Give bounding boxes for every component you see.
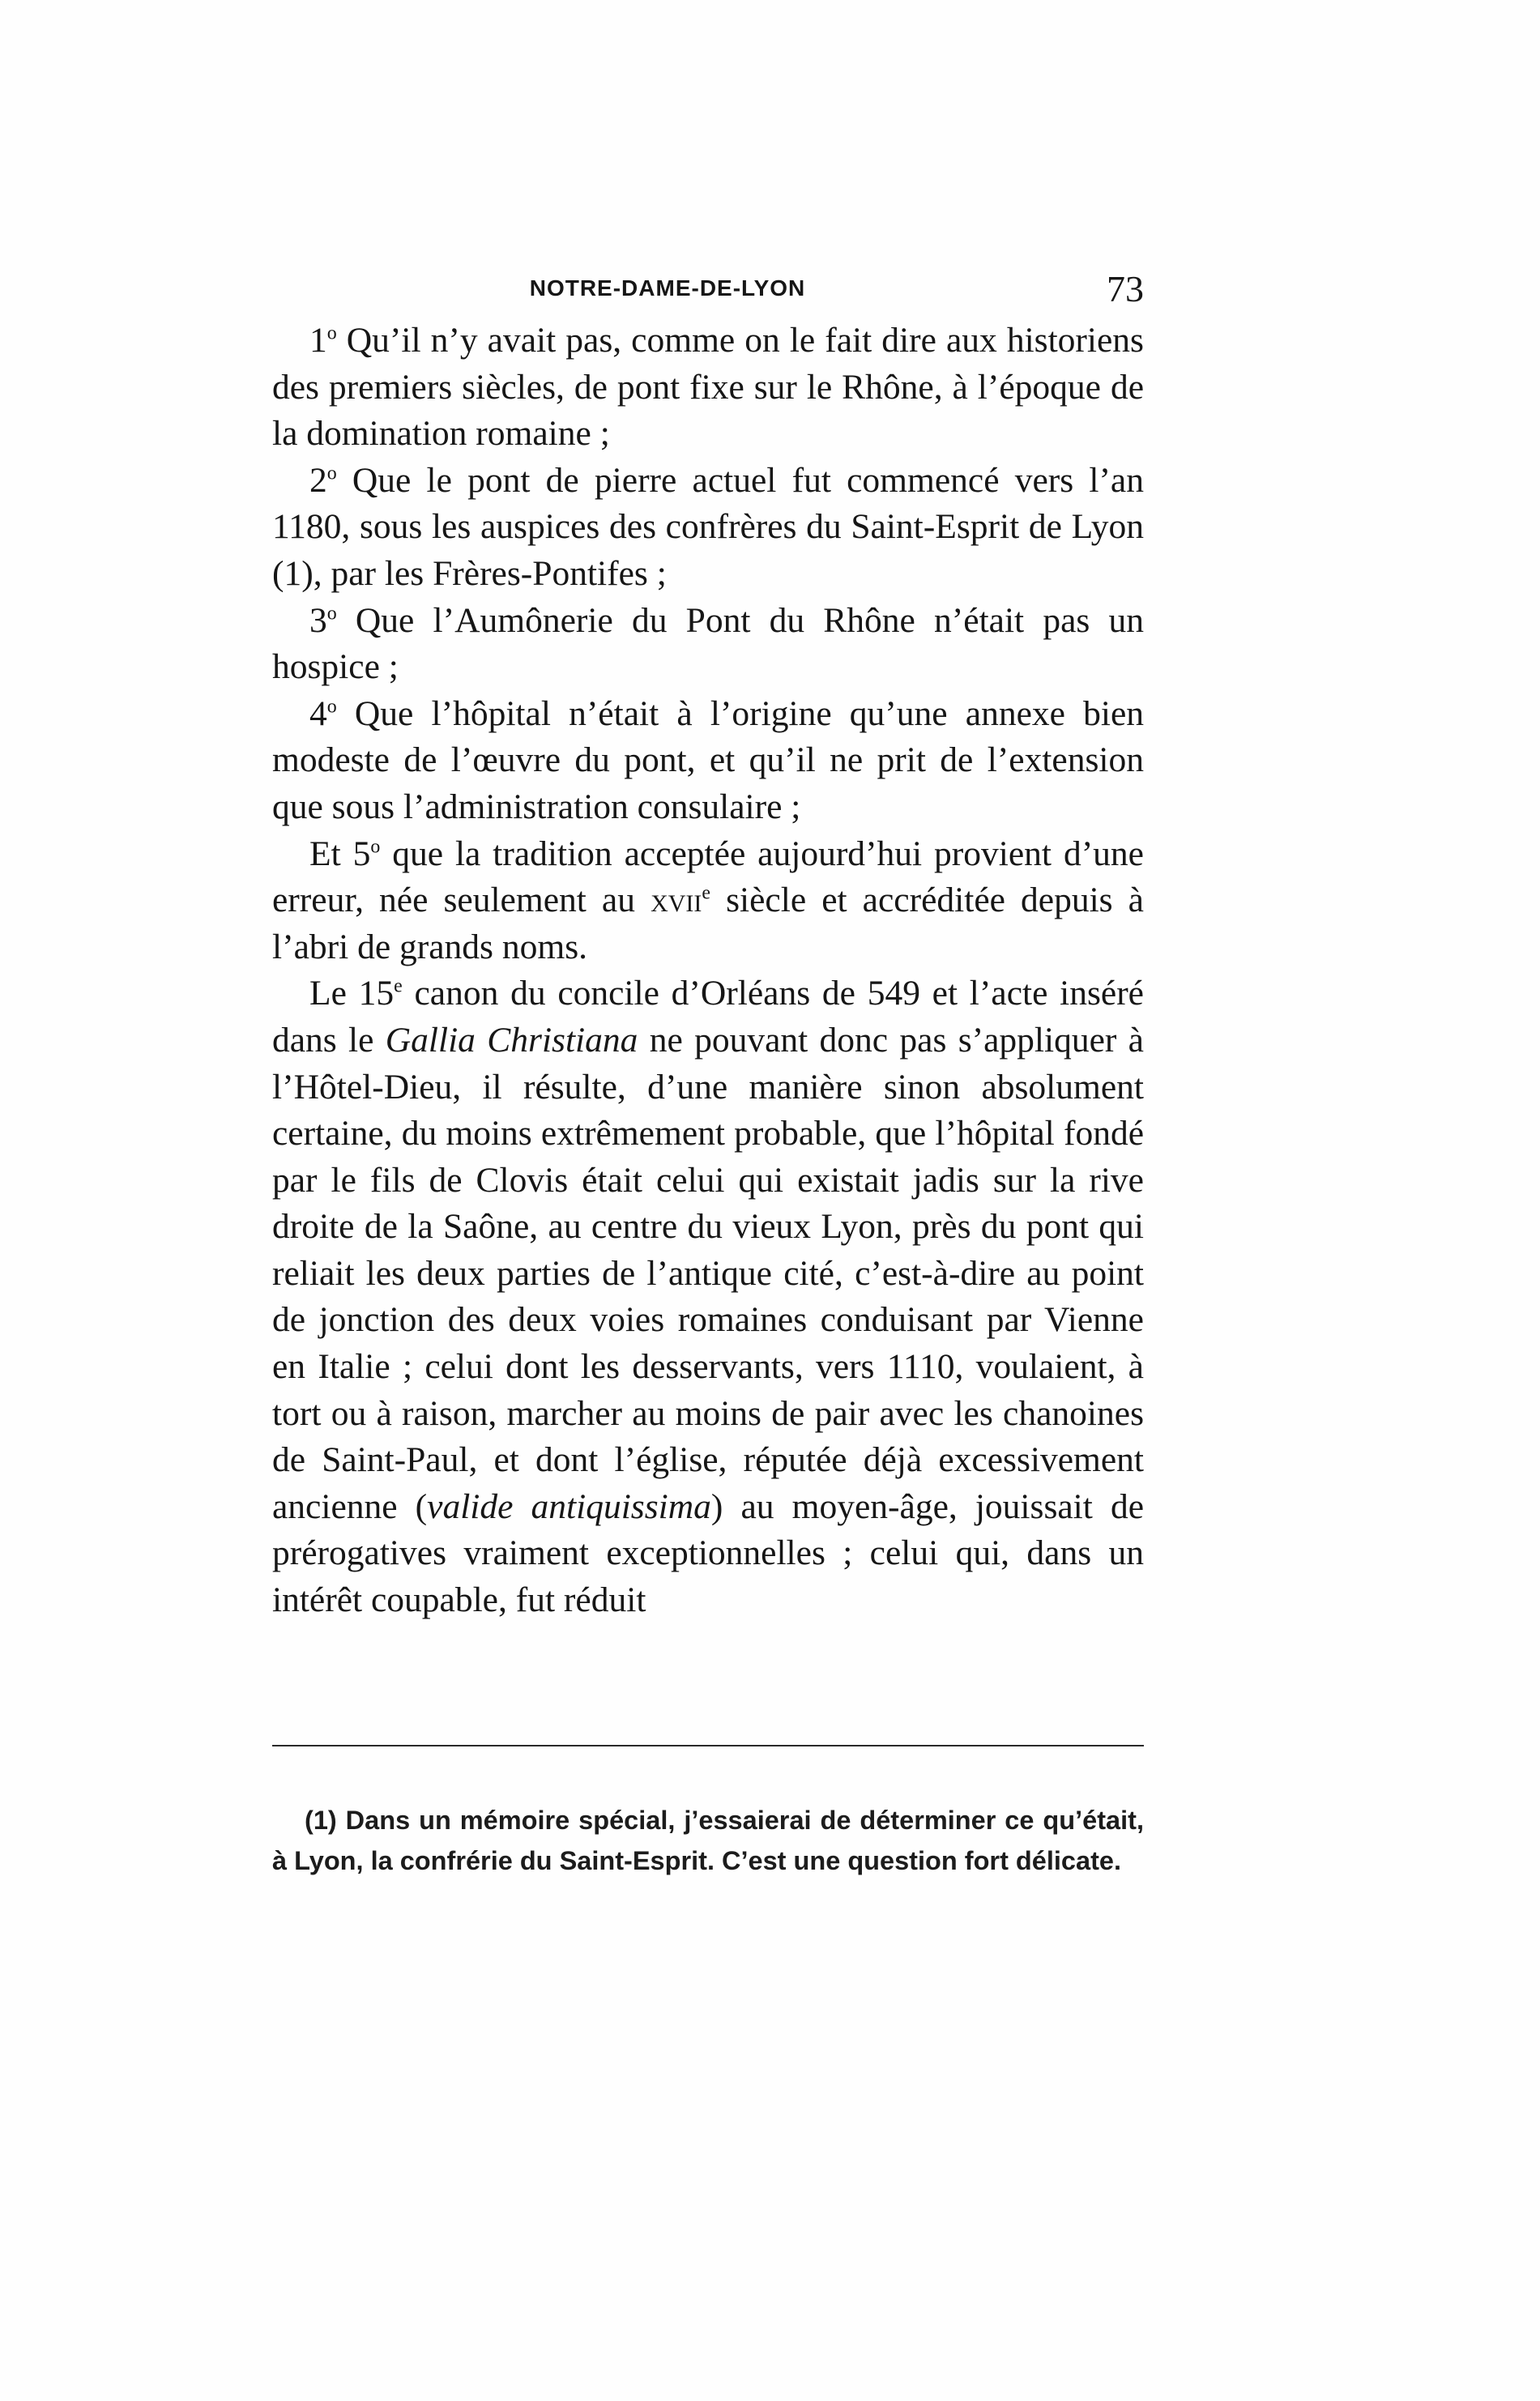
paragraph-text: ) au moyen-âge, jouissait de prérogatives vraiment exceptionnelles ; celui qui, dans un intérêt coupable, fut réduit bbox=[272, 1486, 1144, 1620]
italic-latin-phrase: valide antiquissima bbox=[427, 1486, 711, 1526]
paragraph-text: ne pouvant donc pas s’appliquer à l’Hôtel-Dieu, il résulte, d’une manière sinon absolument certaine, du moins extrêmement probable, que l’hôpital fondé par le fils de Clovis était celui qui existait jadis sur la rive droite de la Saône, au centre du vieux Lyon, près du pont qui reliait les deux parties de l’antique cité, c’est-à-dire au point de jonction des deux voies romaines conduisant par Vienne en Italie ; celui dont les desservants, vers 1110, voulaient, à tort ou à raison, marcher au moins de pair avec les chanoines de Saint-Paul, et dont l’église, réputée déjà excessivement ancienne ( bbox=[272, 1020, 1144, 1526]
paragraph-point-3 bbox=[272, 598, 1144, 691]
ordinal-superscript: o bbox=[326, 696, 337, 718]
ordinal-superscript: o bbox=[326, 322, 337, 344]
paragraph-text: Que le pont de pierre actuel fut commencé vers l’an 1180, sous les auspices des confrères du Saint-Esprit de Lyon (1), par les Frères-Pontifes ; bbox=[272, 460, 1144, 593]
paragraph-point-2 bbox=[272, 458, 1144, 598]
running-title: NOTRE-DAME-DE-LYON bbox=[529, 275, 806, 301]
ordinal-superscript: o bbox=[370, 836, 381, 858]
century-superscript: e bbox=[702, 882, 711, 904]
paragraph-text: Que l’hôpital n’était à l’origine qu’une annexe bien modeste de l’œuvre du pont, et qu’il ne prit de l’extension que sous l’administration consulaire ; bbox=[272, 693, 1144, 826]
paragraph-text: siècle et accréditée depuis à l’abri de grands noms. bbox=[272, 881, 1144, 966]
paragraph-point-5 bbox=[272, 831, 1144, 971]
paragraph-text: canon du concile d’Orléans de 549 et l’acte inséré dans le bbox=[272, 974, 1144, 1060]
running-head bbox=[272, 267, 1144, 316]
paragraph-text: Que l’Aumônerie du Pont du Rhône n’était pas un hospice ; bbox=[272, 600, 1144, 687]
footnote: (1) Dans un mémoire spécial, j’essaierai de déterminer ce qu’était, à Lyon, la confrérie du Saint-Esprit. C’est une question fort délicate. bbox=[272, 1806, 1144, 1875]
italic-title: Gallia Christiana bbox=[385, 1020, 638, 1060]
body-text bbox=[272, 318, 1144, 1624]
page-number: 73 bbox=[1107, 268, 1144, 309]
ordinal-number: 1 bbox=[309, 321, 327, 360]
paragraph-point-4 bbox=[272, 691, 1144, 831]
paragraph-text: que la tradition acceptée aujourd’hui provient d’une erreur, née seulement au bbox=[272, 834, 1144, 920]
paragraph-text: Et 5 bbox=[309, 834, 371, 873]
ordinal-number: 4 bbox=[309, 693, 327, 733]
paragraph-point-1 bbox=[272, 318, 1144, 458]
ordinal-superscript: o bbox=[326, 603, 337, 625]
paragraph-text: Le 15 bbox=[309, 974, 395, 1013]
paragraph-conclusion bbox=[272, 970, 1144, 1623]
ordinal-number: 3 bbox=[309, 600, 327, 640]
century-numeral: xvii bbox=[651, 881, 702, 920]
paragraph-text: Qu’il n’y avait pas, comme on le fait dire aux historiens des premiers siècles, de pont fixe sur le Rhône, à l’époque de la domination romaine ; bbox=[272, 321, 1144, 454]
ordinal-number: 2 bbox=[309, 460, 327, 500]
ordinal-superscript: e bbox=[394, 975, 403, 997]
ordinal-superscript: o bbox=[326, 463, 337, 484]
footnote-rule bbox=[272, 1745, 1144, 1746]
